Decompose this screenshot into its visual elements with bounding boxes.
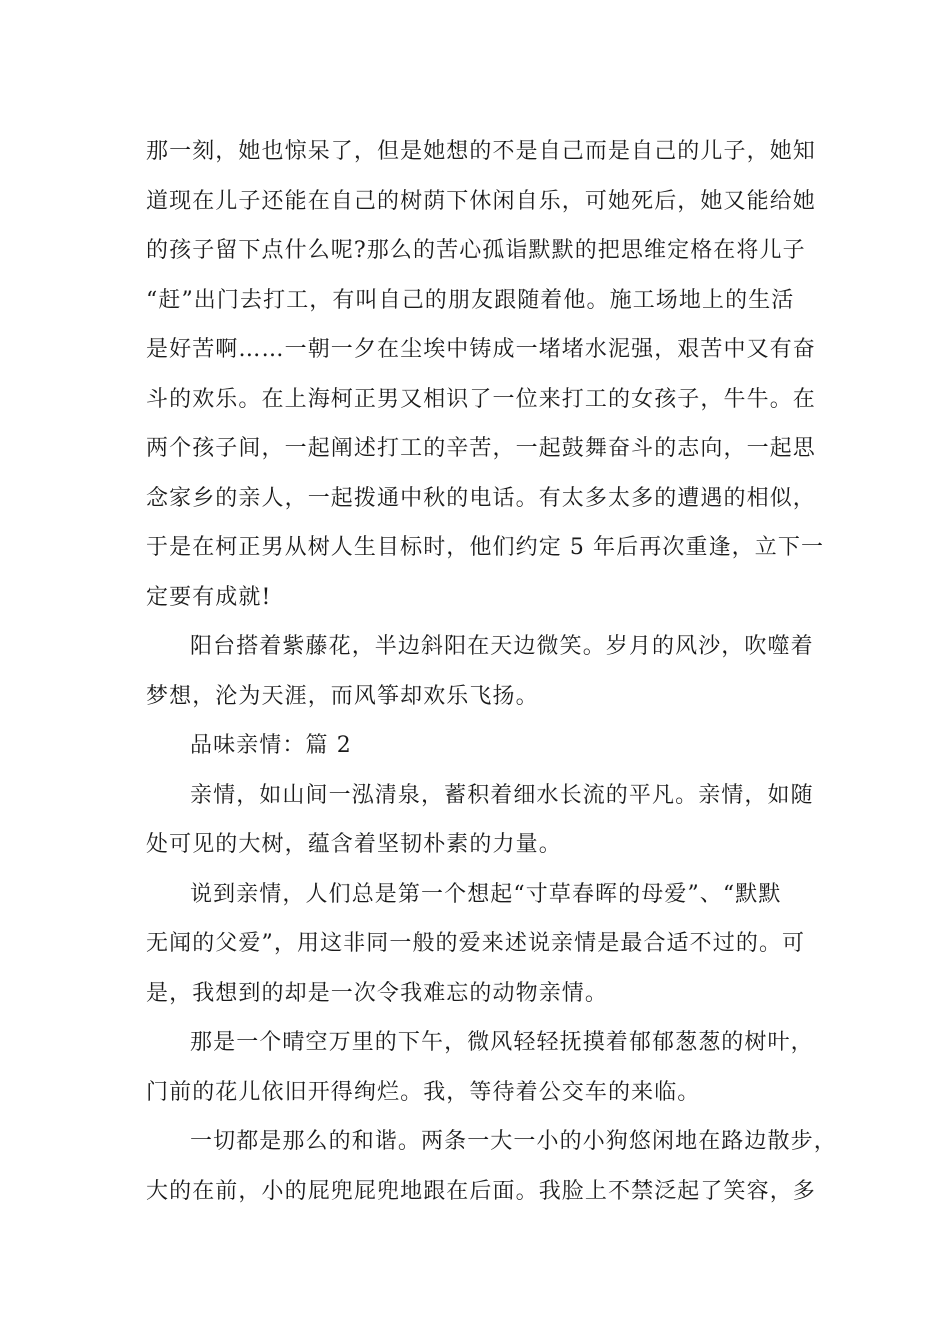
- text-line: 一切都是那么的和谐。两条一大一小的小狗悠闲地在路边散步，: [190, 1129, 837, 1154]
- paragraph-p6: [146, 1018, 836, 1117]
- paragraph-p5: [146, 870, 836, 1019]
- text-line: 斗的欢乐。在上海柯正男又相识了一位来打工的女孩子，牛牛。在: [146, 386, 816, 412]
- text-line: 是好苦啊……一朝一夕在尘埃中铸成一堵堵水泥强，艰苦中又有奋: [146, 337, 816, 362]
- text-line: 念家乡的亲人，一起拨通中秋的电话。有太多太多的遭遇的相似，: [146, 485, 816, 511]
- text-line: 说到亲情，人们总是第一个想起“寸草春晖的母爱”、“默默: [190, 881, 782, 907]
- text-line: 那是一个晴空万里的下午，微风轻轻抚摸着郁郁葱葱的树叶，: [190, 1030, 814, 1055]
- text-line: 于是在柯正男从树人生目标时，他们约定 5 年后再次重逢，立下一: [146, 535, 825, 560]
- document-body: [146, 127, 836, 1216]
- text-line: 无闻的父爱”，用这非同一般的爱来述说亲情是最合适不过的。可: [146, 931, 806, 956]
- text-line: “赶”出门去打工，有叫自己的朋友跟随着他。施工场地上的生活: [146, 287, 795, 313]
- text-line: 阳台搭着紫藤花，半边斜阳在天边微笑。岁月的风沙，吹噬着: [190, 634, 814, 659]
- text-line: 亲情，如山间一泓清泉，蓄积着细水长流的平凡。亲情，如随: [190, 782, 814, 808]
- text-line: 那一刻，她也惊呆了，但是她想的不是自己而是自己的儿子，她知: [146, 139, 816, 164]
- paragraph-p2: [146, 622, 836, 721]
- text-line: 门前的花儿依旧开得绚烂。我，等待着公交车的来临。: [146, 1079, 701, 1105]
- text-line: 定要有成就!: [146, 584, 272, 610]
- text-line: 是，我想到的却是一次令我难忘的动物亲情。: [146, 980, 609, 1006]
- text-line: 梦想，沦为天涯，而风筝却欢乐飞扬。: [146, 683, 539, 709]
- text-line: 品味亲情：篇 2: [190, 733, 352, 758]
- text-line: 的孩子留下点什么呢?那么的苦心孤诣默默的把思维定格在将儿子: [146, 238, 806, 263]
- text-line: 道现在儿子还能在自己的树荫下休闲自乐，可她死后，她又能给她: [146, 188, 816, 214]
- paragraph-p3: [146, 721, 836, 771]
- paragraph-p7: [146, 1117, 836, 1216]
- text-line: 大的在前，小的屁兜屁兜地跟在后面。我脸上不禁泛起了笑容，多: [146, 1178, 816, 1204]
- paragraph-p1: [146, 127, 836, 622]
- paragraph-p4: [146, 771, 836, 870]
- text-line: 处可见的大树，蕴含着坚韧朴素的力量。: [146, 832, 562, 857]
- text-line: 两个孩子间，一起阐述打工的辛苦，一起鼓舞奋斗的志向，一起思: [146, 436, 816, 461]
